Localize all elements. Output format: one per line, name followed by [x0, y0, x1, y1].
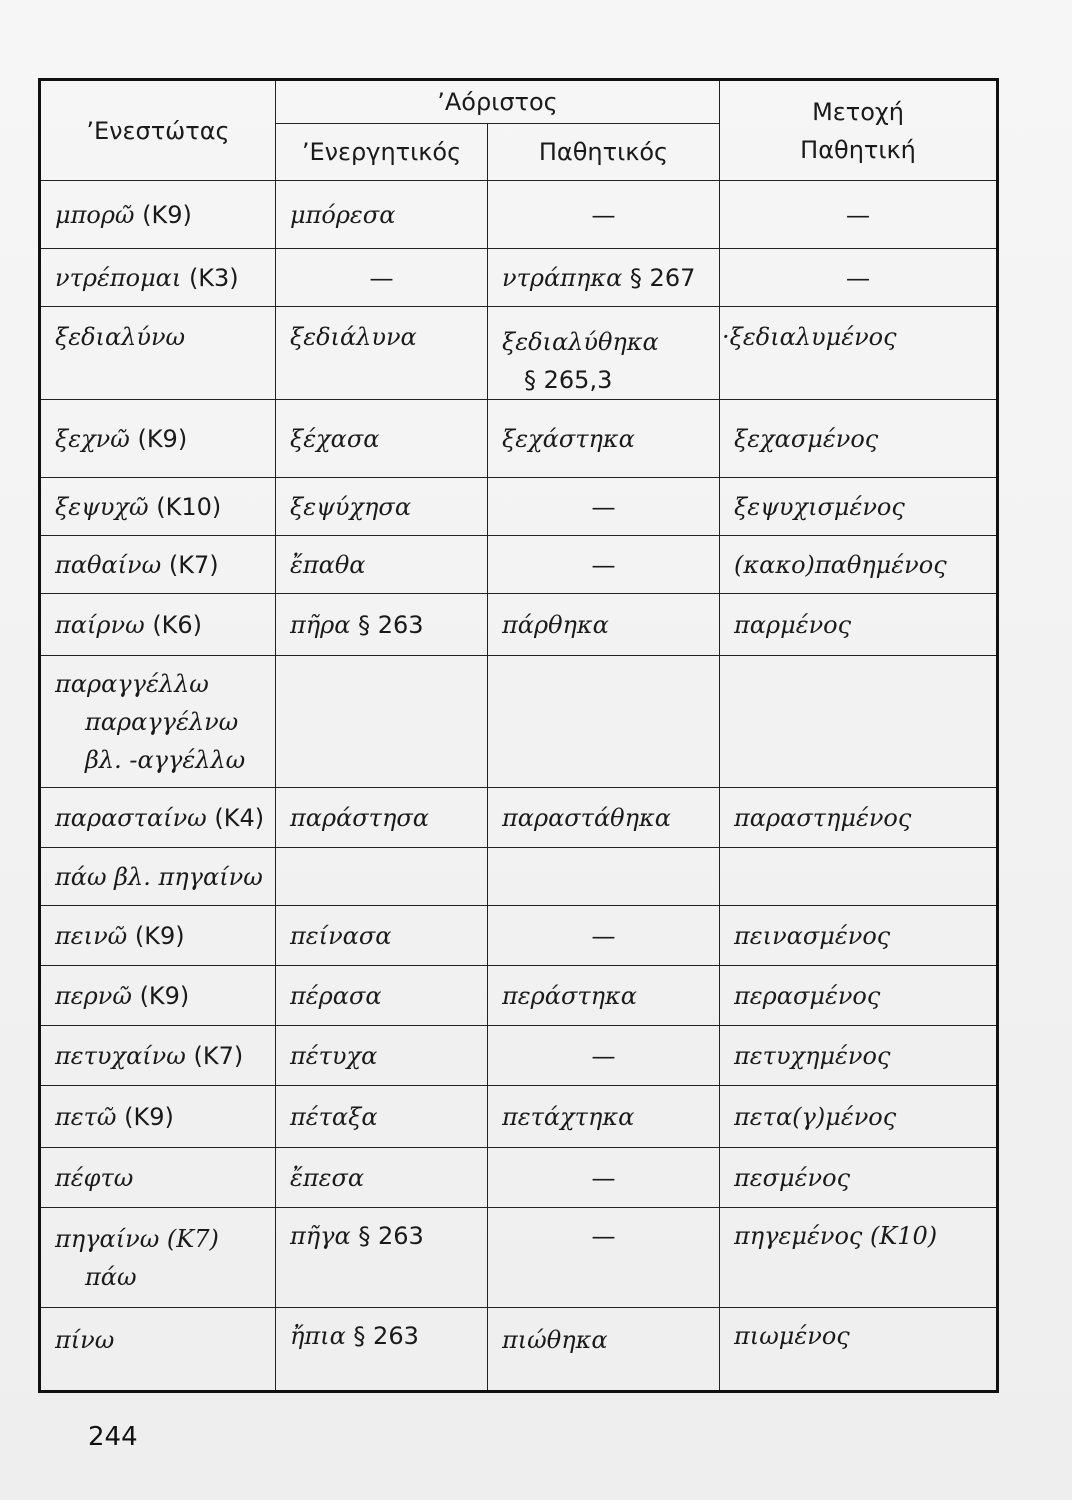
table-row: [40, 1308, 998, 1392]
participle-cell: ξεχασμένος: [720, 400, 998, 478]
table-row: [40, 1208, 998, 1308]
participle-cell: (κακο)παθημένος: [720, 536, 998, 594]
table-row: [40, 1148, 998, 1208]
header-participle-line1: Μετοχή: [812, 97, 904, 126]
active-cell: ἤπια § 263: [276, 1308, 488, 1392]
present-cell: πηγαίνω (Κ7) πάω: [40, 1208, 276, 1308]
active-cell: πῆγα § 263: [276, 1208, 488, 1308]
active-cell: πέταξα: [276, 1086, 488, 1148]
present-cell: παρασταίνω (Κ4): [40, 788, 276, 848]
table-row: [40, 307, 998, 400]
present-cell: ξεδιαλύνω: [40, 307, 276, 400]
participle-cell: —: [720, 181, 998, 249]
passive-cell: ξεδιαλύθηκα § 265,3: [488, 307, 720, 400]
participle-cell: πετυχημένος: [720, 1026, 998, 1086]
present-cell: περνῶ (Κ9): [40, 966, 276, 1026]
passive-cell: —: [488, 1208, 720, 1308]
participle-cell: πεινασμένος: [720, 906, 998, 966]
active-cell: ἔπαθα: [276, 536, 488, 594]
active-cell: πέτυχα: [276, 1026, 488, 1086]
present-cell: πάω βλ. πηγαίνω: [40, 848, 276, 906]
passive-cell: —: [488, 478, 720, 536]
table-row: [40, 400, 998, 478]
passive-cell: —: [488, 906, 720, 966]
passive-cell: περάστηκα: [488, 966, 720, 1026]
table-row: [40, 478, 998, 536]
present-cell: ξεψυχῶ (Κ10): [40, 478, 276, 536]
participle-cell: [720, 656, 998, 788]
passive-cell: —: [488, 1026, 720, 1086]
table-row: [40, 906, 998, 966]
passive-cell: παραστάθηκα: [488, 788, 720, 848]
header-participle: [720, 80, 998, 181]
participle-cell: [720, 848, 998, 906]
header-row: [40, 80, 998, 124]
active-cell: [276, 848, 488, 906]
passive-cell: πάρθηκα: [488, 594, 720, 656]
active-cell: παράστησα: [276, 788, 488, 848]
passive-cell: ντράπηκα § 267: [488, 249, 720, 307]
table-row: [40, 249, 998, 307]
table-row: [40, 966, 998, 1026]
present-cell: πετυχαίνω (Κ7): [40, 1026, 276, 1086]
table-row: [40, 788, 998, 848]
active-cell: μπόρεσα: [276, 181, 488, 249]
header-aorist: ’Αόριστος: [276, 80, 720, 124]
passive-cell: —: [488, 181, 720, 249]
passive-cell: πιώθηκα: [488, 1308, 720, 1392]
present-cell: ξεχνῶ (Κ9): [40, 400, 276, 478]
active-cell: πῆρα § 263: [276, 594, 488, 656]
active-cell: —: [276, 249, 488, 307]
present-cell: πεινῶ (Κ9): [40, 906, 276, 966]
participle-cell: ξεψυχισμένος: [720, 478, 998, 536]
table-row: [40, 1086, 998, 1148]
passive-cell: πετάχτηκα: [488, 1086, 720, 1148]
present-cell: μπορῶ (Κ9): [40, 181, 276, 249]
present-cell: πετῶ (Κ9): [40, 1086, 276, 1148]
passive-cell: ξεχάστηκα: [488, 400, 720, 478]
passive-cell: —: [488, 1148, 720, 1208]
table-row: [40, 656, 998, 788]
participle-cell: ·ξεδιαλυμένος: [720, 307, 998, 400]
present-cell: παίρνω (Κ6): [40, 594, 276, 656]
table-row: [40, 1026, 998, 1086]
participle-cell: πετα(γ)μένος: [720, 1086, 998, 1148]
active-cell: πέρασα: [276, 966, 488, 1026]
participle-cell: παρμένος: [720, 594, 998, 656]
present-cell: παθαίνω (Κ7): [40, 536, 276, 594]
header-active: ’Ενεργητικός: [276, 124, 488, 181]
header-participle-line2: Παθητική: [800, 135, 916, 164]
present-cell: πέφτω: [40, 1148, 276, 1208]
participle-cell: —: [720, 249, 998, 307]
present-cell: ντρέπομαι (Κ3): [40, 249, 276, 307]
active-cell: ἔπεσα: [276, 1148, 488, 1208]
passive-cell: —: [488, 536, 720, 594]
participle-cell: περασμένος: [720, 966, 998, 1026]
header-passive: Παθητικός: [488, 124, 720, 181]
active-cell: ξεψύχησα: [276, 478, 488, 536]
verb-conjugation-table: [38, 78, 999, 1393]
active-cell: ξέχασα: [276, 400, 488, 478]
passive-cell: [488, 848, 720, 906]
table-row: [40, 594, 998, 656]
present-cell: παραγγέλλω παραγγέλνω βλ. -αγγέλλω: [40, 656, 276, 788]
active-cell: [276, 656, 488, 788]
table-row: [40, 848, 998, 906]
page-number: 244: [88, 1422, 138, 1452]
active-cell: ξεδιάλυνα: [276, 307, 488, 400]
header-present: ’Ενεστώτας: [40, 80, 276, 181]
table-row: [40, 536, 998, 594]
table-row: [40, 181, 998, 249]
participle-cell: παραστημένος: [720, 788, 998, 848]
active-cell: πείνασα: [276, 906, 488, 966]
present-cell: πίνω: [40, 1308, 276, 1392]
participle-cell: πιωμένος: [720, 1308, 998, 1392]
participle-cell: πηγεμένος (Κ10): [720, 1208, 998, 1308]
participle-cell: πεσμένος: [720, 1148, 998, 1208]
passive-cell: [488, 656, 720, 788]
